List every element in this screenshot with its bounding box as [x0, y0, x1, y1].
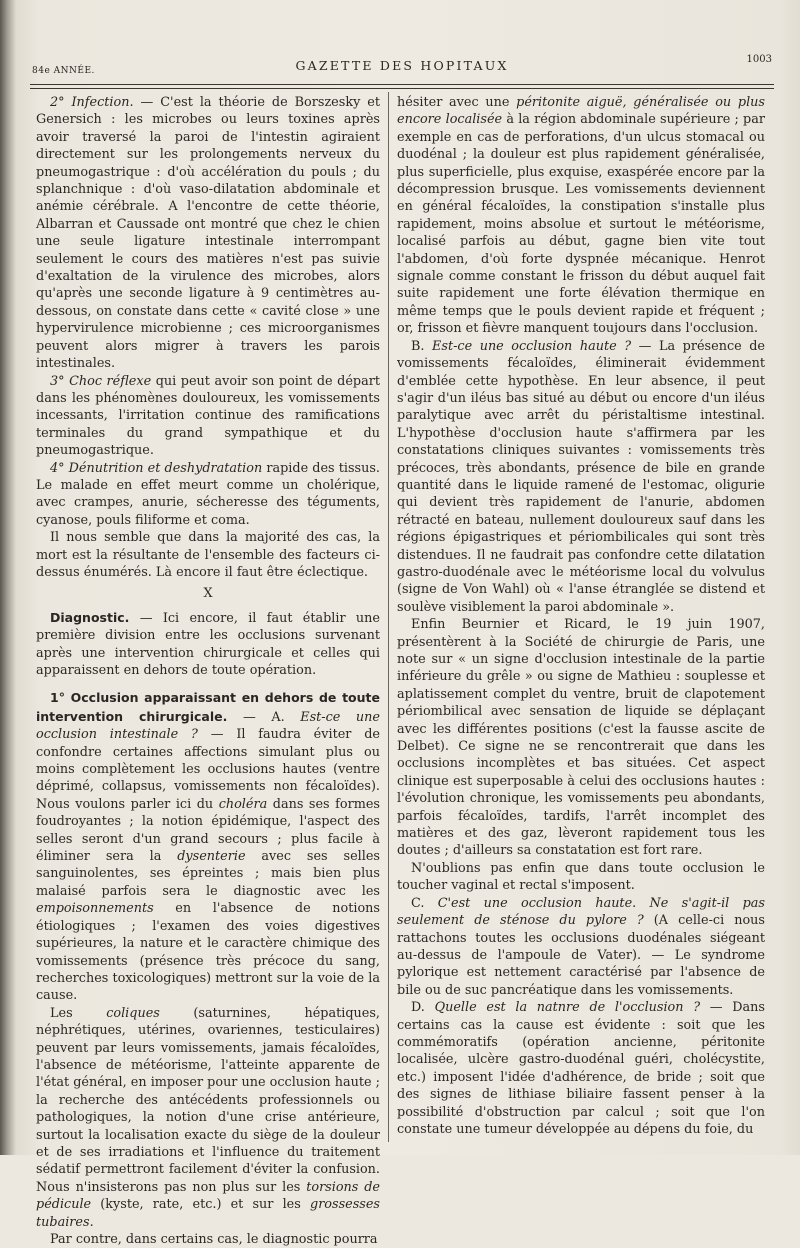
text-run: — Dans certains cas la cause est évidente : soit que les commémoratifs (opération ancienne, péritonite localisée, ulcère gastro-duodénal guéri, cholécystite, etc.) imposent l'idée d'adhérence, de bride ; soit que des signes de lithiase biliaire fassent penser à la possibilité d'obstruction par calcul ; soit que l'on constate une tumeur développée au dépens du foie, du — [397, 1000, 765, 1137]
page-number: 1003 — [746, 54, 772, 65]
text-run: . — [89, 1214, 94, 1230]
paragraph-diagnostic — [36, 609, 380, 680]
right-column — [397, 94, 765, 1144]
left-column — [36, 94, 381, 1247]
header-rule — [30, 84, 774, 85]
paragraph-par-contre: Par contre, dans certains cas, le diagnostic pourra — [50, 1232, 378, 1247]
italic-term: torsions de pédicule — [36, 1179, 380, 1213]
paragraph-lead: 4° Dénutrition et deshydratation — [50, 460, 263, 476]
text-run: — Il faudra éviter de confondre certaines affections simulant plus ou moins complètement les occlusions hautes (ventre déprimé, collapsus, vomissements non fécaloïdes). Nous voulons parler ici du — [36, 727, 380, 812]
question-heading: Est-ce une occlusion intestinale ? — [36, 709, 380, 743]
paragraph-choc-reflexe — [36, 373, 380, 460]
year-label: 84e ANNÉE. — [32, 66, 95, 76]
text-run: hésiter avec une — [397, 95, 517, 110]
text-run: (A celle-ci nous rattachons toutes les occlusions duodénales siégeant au-dessus de l'ampoule de Vater). — Le syndrome pylorique est nettement caractérisé par l'absence de bile ou de suc pancréatique dans les vomissements. — [397, 913, 765, 998]
italic-term: grossesses tubaires — [36, 1197, 380, 1230]
italic-term: empoisonnements — [36, 901, 154, 917]
text-run: — A. — [227, 709, 301, 725]
paragraph-conclusion: Il nous semble que dans la majorité des cas, la mort est la résultante de l'ensemble des facteurs ci-dessus énumérés. Là encore il faut être éclectique. — [36, 530, 380, 580]
text-run: en l'absence de notions étiologiques ; l'examen des voies digestives supérieures, la nature et le caractère chimique des vomissements (présence très précoce du sang, recherches toxicologiques) mettront sur la voie de la cause. — [36, 901, 380, 1004]
paragraph-infection — [36, 94, 380, 373]
text-run: B. — [411, 338, 433, 354]
italic-term: péritonite aiguë, généralisée ou plus encore localisée — [397, 95, 765, 128]
paragraph-denutrition — [36, 460, 380, 530]
journal-title: GAZETTE DES HOPITAUX — [295, 58, 509, 73]
column-divider — [388, 92, 389, 1142]
paragraph-peritonite — [397, 94, 765, 338]
text-run: — La présence de vomissements fécaloïdes, éliminerait évidemment d'emblée cette hypothèse. En leur absence, il peut s'agir d'un iléus bas situé au début ou encore d'un iléus paralytique avec arrêt du péristaltisme intestinal. L'hypothèse d'occlusion haute s'affirmera par les constatations cliniques suivantes : vomissements très précoces, très abondants, présence de bile en grande quantité dans le liquide ramené de l'estomac, oligurie qui devient très rapidement de l'anurie, abdomen rétracté en bateau, nullement douloureux sauf dans les régions épigastriques et périombilicales qui sont très distendues. Il ne faudrait pas confondre cette dilatation gastro-duodénale avec le météorisme local du volvulus (signe de Von Wahl) où « l'anse étranglée se distend et soulève visiblement la paroi abdominale ». — [397, 338, 765, 615]
paragraph-text: — C'est la théorie de Borszesky et Genersich : les microbes ou leurs toxines après avoir traversé la paroi de l'intestin agiraient directement sur les prolongements nerveux du pneumogastrique : d'où accélération du pouls ; du splanchnique : d'où vaso-dilatation abdominale et anémie cérébrale. A l'encontre de cette théorie, Albarran et Caussade ont montré que chez le chien une seule ligature intestinale interrompant seulement le cours des matières n'est pas suivie d'exaltation de la virulence des microbes, alors qu'après une seconde ligature à 9 centimètres au-dessous, on constate dans cette « cavité close » une hypervirulence microbienne ; ces microorganismes peuvent alors migrer à travers les parois intestinales. — [36, 95, 380, 372]
paragraph-stenose-pylore — [397, 895, 765, 999]
text-run: dans ses formes foudroyantes ; la notion épidémique, l'aspect des selles seront d'un grand secours ; plus facile à éliminer sera la — [36, 796, 380, 865]
paragraph-occlusion-hors-intervention — [36, 689, 380, 1004]
question-heading: Est-ce une occlusion haute ? — [432, 338, 632, 354]
italic-term: choléra — [218, 796, 268, 812]
paragraph-occlusion-haute — [397, 338, 765, 617]
binding-shadow — [0, 0, 16, 1155]
text-run: (saturnines, hépatiques, néphrétiques, utérines, ovariennes, testiculaires) peuvent par leurs vomissements, jamais fécaloïdes, l'absence de météorisme, l'atteinte apparente de l'état général, en imposer pour une occlusion haute ; la recherche des antécédents professionnels ou pathologiques, la notion d'une crise antérieure, surtout la localisation exacte du siège de la douleur et de ses irradiations et l'influence du traitement sédatif permettront facilement d'éviter la confusion. Nous n'insisterons pas non plus sur les — [36, 1005, 380, 1195]
text-run: avec ses selles sanguinolentes, ses épreintes ; mais bien plus malaisé parfois sera le diagnostic avec les — [36, 849, 380, 899]
question-heading: C'est une occlusion haute. Ne s'agit-il pas seulement de sténose du pylore ? — [397, 895, 765, 929]
paragraph-text: qui peut avoir son point de départ dans les phénomènes douloureux, les vomissements incessants, l'irritation continue des ramifications terminales du grand sympathique et du pneumogastrique. — [36, 373, 381, 459]
paragraph-beurnier-ricard: Enfin Beurnier et Ricard, le 19 juin 1907, présentèrent à la Société de chirurgie de Paris, une note sur « un signe d'occlusion intestinale de la partie inférieure du grêle » ou signe de Mathieu : souplesse et aplatissement complet du ventre, bruit de clapotement périombilical avec sensation de liquide se déplaçant avec les différentes positions (c'est la fausse ascite de Delbet). Ce signe ne se rencontrerait que dans les occlusions incomplètes et bas situées. Cet aspect clinique est superposable à celui des occlusions hautes : l'évolution chronique, les vomissements peu abondants, parfois fécaloïdes, tardifs, l'arrêt incomplet des matières et des gaz, lèveront rapidement tous les doutes ; d'ailleurs sa constatation est fort rare. — [397, 617, 765, 859]
page-header — [30, 50, 774, 84]
header-rule-thin — [30, 88, 774, 89]
paragraph-text: — Ici encore, il faut établir une première division entre les occlusions survenant après une intervention chirurgicale et celles qui apparaissent en dehors de toute opération. — [36, 610, 380, 678]
text-run: à la région abdominale supérieure ; par exemple en cas de perforations, d'un ulcus stomacal ou duodénal ; la douleur est plus rapidement généralisée, plus superficielle, plus exquise, exaspérée encore par la décompression brusque. Les vomissements deviennent en général fécaloïdes, la constipation s'installe plus rapidement, moins absolue et surtout le météorisme, localisé parfois au début, gagne bien vite tout l'abdomen, d'où forte dyspnée mécanique. Henrot signale comme constant le frisson du début auquel fait suite rapidement une forte élévation thermique en même temps que le pouls devient rapide et fréquent ; or, frisson et fièvre manquent toujours dans l'occlusion. — [397, 112, 765, 337]
text-run: C. — [411, 895, 438, 911]
paragraph-nature-occlusion — [397, 999, 765, 1138]
paragraph-text: rapide des tissus. Le malade en effet meurt comme un cholérique, avec crampes, anurie, sécheresse des téguments, cyanose, pouls filiforme et coma. — [36, 460, 380, 528]
paragraph-coliques — [36, 1005, 380, 1231]
section-number: X — [203, 586, 213, 602]
subsection-heading: 1° Occlusion apparaissant en dehors de toute intervention chirurgicale. — [36, 690, 380, 724]
text-run: (kyste, rate, etc.) et sur les — [91, 1197, 310, 1213]
section-heading: Diagnostic. — [50, 609, 130, 625]
text-run: Les — [50, 1005, 107, 1021]
paragraph-toucher: N'oublions pas enfin que dans toute occlusion le toucher vaginal et rectal s'imposent. — [397, 860, 765, 894]
paragraph-lead: 2° Infection. — [50, 95, 134, 110]
text-run: D. — [411, 1000, 435, 1016]
paragraph-lead: 3° Choc réflexe — [50, 373, 152, 389]
italic-term: coliques — [106, 1005, 160, 1021]
italic-term: dysenterie — [177, 849, 246, 865]
question-heading: Quelle est la natnre de l'occlusion ? — [434, 1000, 701, 1016]
